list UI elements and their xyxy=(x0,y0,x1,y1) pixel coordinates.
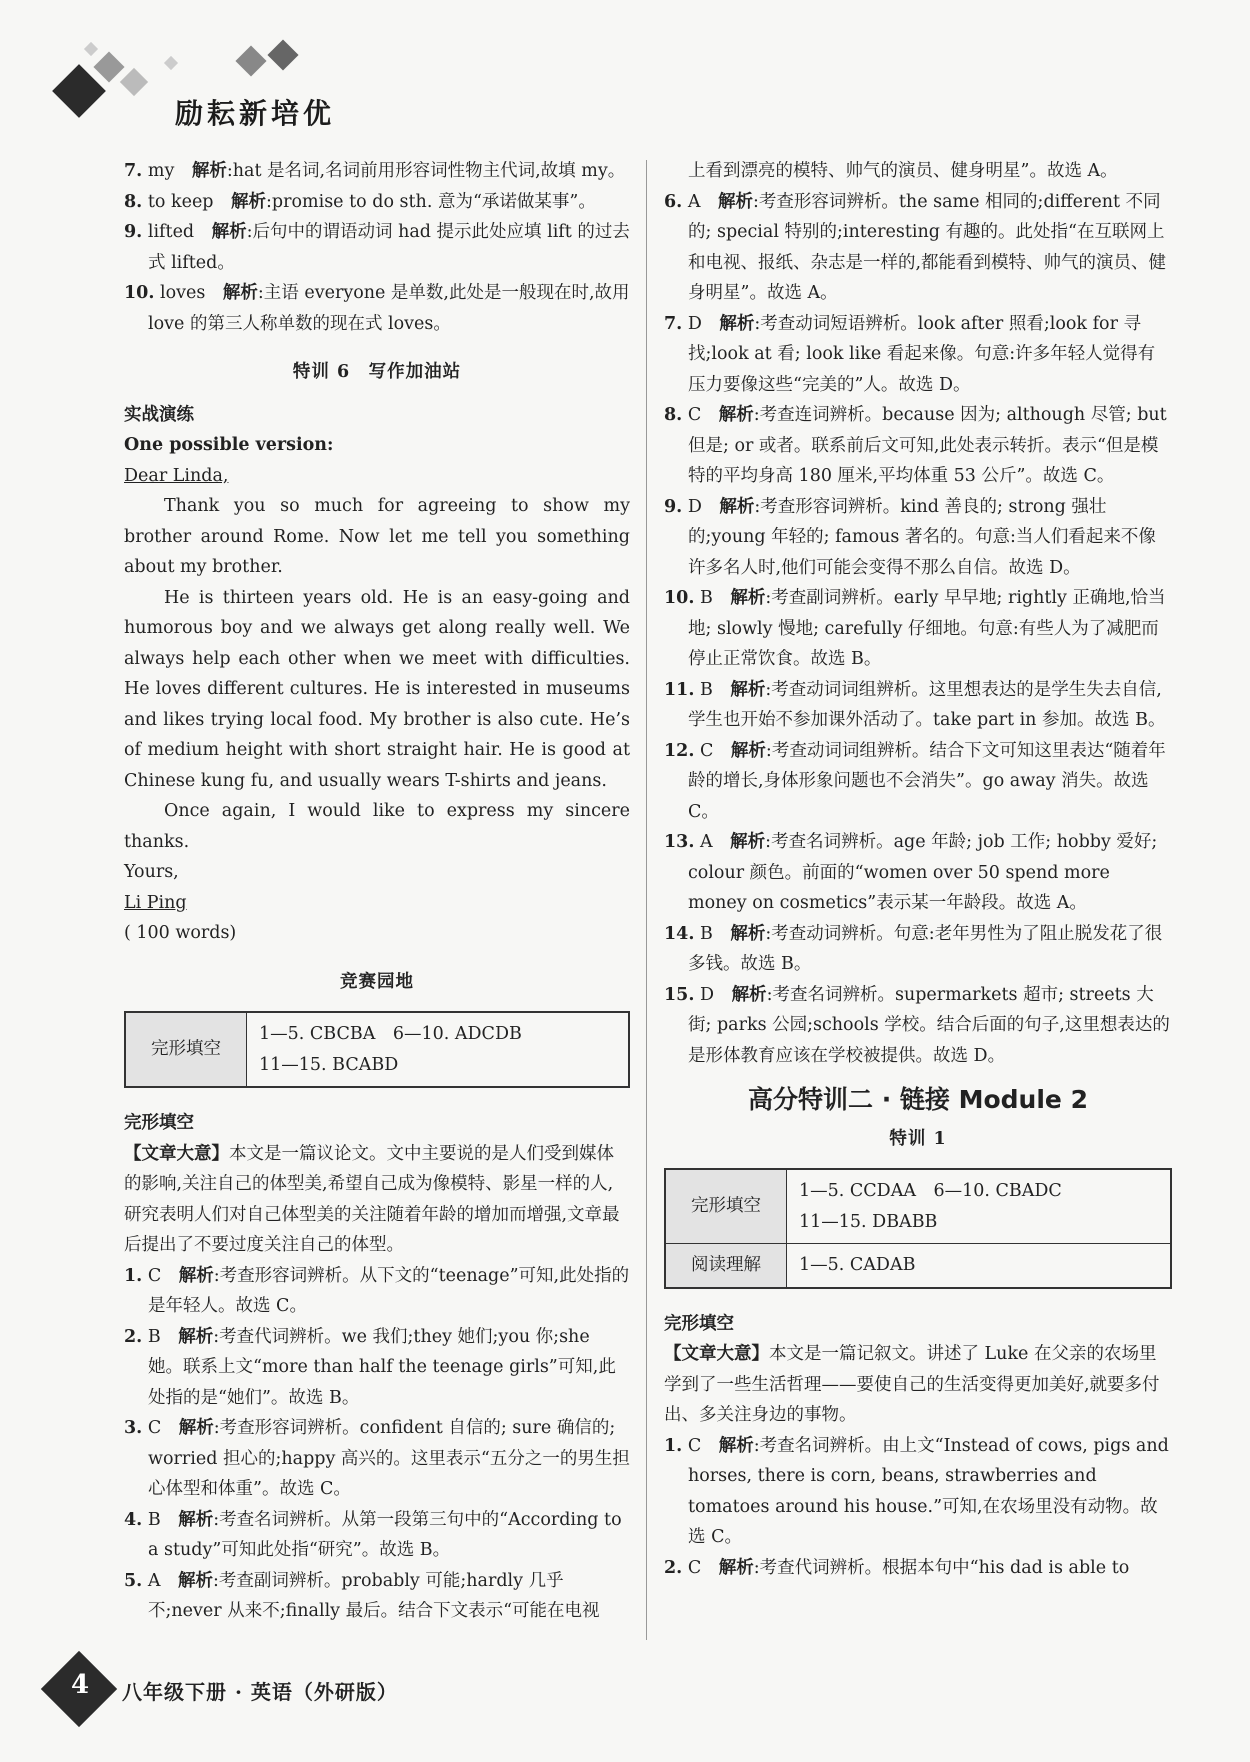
diamond-grey xyxy=(93,51,124,82)
answer-list xyxy=(664,187,1172,1072)
letter-greeting: Dear Linda, xyxy=(124,465,229,486)
table-answers xyxy=(787,1169,1172,1244)
answer-item: 12. C 解析:考查动词词组辨析。结合下文可知这里表达“随着年龄的增长,身体形象问题也不会消失”。go away 消失。故选 C。 xyxy=(664,740,1166,822)
table-answers xyxy=(247,1012,630,1087)
table-line: 11—15. BCABD xyxy=(259,1054,399,1075)
table-label: 阅读理解 xyxy=(665,1244,787,1288)
diamond-right-2 xyxy=(267,39,298,70)
cloze-title: 完形填空 xyxy=(124,1113,194,1133)
diamond-small xyxy=(84,42,98,56)
answer-table xyxy=(664,1168,1172,1289)
answer-list-top xyxy=(124,156,630,339)
answer-item: 15. D 解析:考查名词辨析。supermarkets 超市; streets 大街; parks 公园;schools 学校。结合后面的句子,这里想表达的是形体教育应该在学校被提供。故选 D。 xyxy=(664,984,1170,1066)
diamond-light xyxy=(120,68,148,96)
column-divider xyxy=(646,160,647,1640)
answer-item: 1. C 解析:考查名词辨析。由上文“Instead of cows, pigs and horses, there is corn, beans, strawberries and tomatoes around his house.”可知,在农场里没有动物。故选 C。 xyxy=(664,1435,1169,1547)
section-title-competition: 竞赛园地 xyxy=(340,971,414,992)
answer-item: 10. loves 解析:主语 everyone 是单数,此处是一般现在时,故用 love 的第三人称单数的现在式 loves。 xyxy=(124,283,630,334)
table-line: 1—5. CCDAA 6—10. CBADC xyxy=(799,1181,1062,1201)
footer-book-title: 八年级下册 · 英语（外研版） xyxy=(122,1680,398,1704)
answer-list xyxy=(124,1261,630,1627)
letter-paragraph: Thank you so much for agreeing to show my brother around Rome. Now let me tell you something about my brother. xyxy=(124,496,630,577)
brand-title: 励耘新培优 xyxy=(175,97,336,130)
answer-item: 8. C 解析:考查连词辨析。because 因为; although 尽管; but 但是; or 或者。联系前后文可知,此处表示转折。表示“但是模特的平均身高 180 厘米,平均体重 53 公斤”。故选 C。 xyxy=(664,405,1167,486)
table-label: 完形填空 xyxy=(125,1012,247,1087)
answer-item: 6. A 解析:考查形容词辨析。the same 相同的;different 不同的; special 特别的;interesting 有趣的。此处指“在互联网上和电视、报纸、杂志是一样的,都能看到模特、帅气的演员、健身明星”。故选 A。 xyxy=(664,191,1167,303)
answer-item: 11. B 解析:考查动词词组辨析。这里想表达的是学生失去自信,学生也开始不参加课外活动了。take part in 参加。故选 B。 xyxy=(664,679,1166,730)
table-label: 完形填空 xyxy=(665,1169,787,1244)
diamond-right-1 xyxy=(235,45,266,76)
answer-item: 14. B 解析:考查动词辨析。句意:老年男性为了阻止脱发花了很多钱。故选 B。 xyxy=(664,923,1163,974)
practice-title: 实战演练 xyxy=(124,404,194,425)
table-answers: 1—5. CADAB xyxy=(787,1244,1172,1288)
answer-item: 9. D 解析:考查形容词辨析。kind 善良的; strong 强壮的;young 年轻的; famous 著名的。句意:当人们看起来不像许多名人时,他们可能会变得不那么自信。故选 D。 xyxy=(664,496,1156,578)
answer-item: 2. B 解析:考查代词辨析。we 我们;they 她们;you 你;she 她。联系上文“more than half the teenage girls”可知,此处指的是“她们”。故选 B。 xyxy=(124,1326,616,1408)
version-label: One possible version: xyxy=(124,435,334,455)
letter-signature: Li Ping xyxy=(124,892,187,913)
diamond-dark xyxy=(52,64,106,118)
answer-item: 8. to keep 解析:promise to do sth. 意为“承诺做某事”。 xyxy=(124,191,596,212)
right-column xyxy=(664,156,1172,1583)
summary: 【文章大意】本文是一篇议论文。文中主要说的是人们受到媒体的影响,关注自己的体型美,希望自己成为像模特、影星一样的人,研究表明人们对自己体型美的关注随着年龄的增加而增强,文章最后提出了不要过度关注自己的体型。 xyxy=(124,1143,620,1255)
left-column xyxy=(124,156,630,1627)
answer-item: 7. D 解析:考查动词短语辨析。look after 照看;look for 寻找;look at 看; look like 看起来像。句意:许多年轻人觉得有压力要像这些“完美的”人。故选 D。 xyxy=(664,313,1156,395)
sample-letter xyxy=(124,461,630,949)
answer-item: 10. B 解析:考查副词辨析。early 早早地; rightly 正确地,恰当地; slowly 慢地; carefully 仔细地。句意:有些人为了减肥而停止正常饮食。故选 B。 xyxy=(664,588,1166,669)
word-count: ( 100 words) xyxy=(124,923,237,943)
summary: 【文章大意】本文是一篇记叙文。讲述了 Luke 在父亲的农场里学到了一些生活哲理——要使自己的生活变得更加美好,就要多付出、多关注身边的事物。 xyxy=(664,1344,1160,1425)
answer-table xyxy=(124,1011,630,1088)
page-number: 4 xyxy=(70,1670,90,1700)
answer-item: 5. A 解析:考查副词辨析。probably 可能;hardly 几乎不;never 从来不;finally 最后。结合下文表示“可能在电视 xyxy=(124,1570,600,1621)
letter-paragraph: Once again, I would like to express my sincere thanks. xyxy=(124,801,630,852)
continued-text: 上看到漂亮的模特、帅气的演员、健身明星”。故选 A。 xyxy=(688,161,1118,181)
answer-item: 4. B 解析:考查名词辨析。从第一段第三句中的“According to a study”可知此处指“研究”。故选 B。 xyxy=(124,1509,622,1560)
answer-item: 7. my 解析:hat 是名词,名词前用形容词性物主代词,故填 my。 xyxy=(124,161,626,181)
answer-item: 2. C 解析:考查代词辨析。根据本句中“his dad is able to xyxy=(664,1557,1130,1578)
answer-item: 1. C 解析:考查形容词辨析。从下文的“teenage”可知,此处指的是年轻人。故选 C。 xyxy=(124,1265,630,1316)
answer-item: 9. lifted 解析:后句中的谓语动词 had 提示此处应填 lift 的过去式 lifted。 xyxy=(124,222,630,273)
diamond-tiny xyxy=(164,56,178,70)
sub-title: 特训 1 xyxy=(889,1128,947,1149)
letter-paragraph: He is thirteen years old. He is an easy-going and humorous boy and we always get along really well. We always help each other when we meet with difficulties. He loves different cultures. He is interested in museums and likes trying local food. My brother is also cute. He’s of medium height with short straight hair. He is good at Chinese kung fu, and usually wears T-shirts and jeans. xyxy=(124,587,630,791)
letter-closing: Yours, xyxy=(124,862,179,882)
section-title-writing: 特训 6 写作加油站 xyxy=(292,362,462,382)
table-line: 1—5. CBCBA 6—10. ADCDB xyxy=(259,1024,522,1044)
module-title: 高分特训二 · 链接 Module 2 xyxy=(748,1085,1088,1114)
answer-item: 13. A 解析:考查名词辨析。age 年龄; job 工作; hobby 爱好; colour 颜色。前面的“women over 50 spend more money on cosmetics”表示某一年龄段。故选 A。 xyxy=(664,832,1158,913)
answer-item: 3. C 解析:考查形容词辨析。confident 自信的; sure 确信的; worried 担心的;happy 高兴的。这里表示“五分之一的男生担心体型和体重”。故选 C。 xyxy=(124,1418,630,1499)
cloze-title: 完形填空 xyxy=(664,1313,734,1334)
table-line: 11—15. DBABB xyxy=(799,1211,938,1232)
answer-list xyxy=(664,1431,1172,1584)
